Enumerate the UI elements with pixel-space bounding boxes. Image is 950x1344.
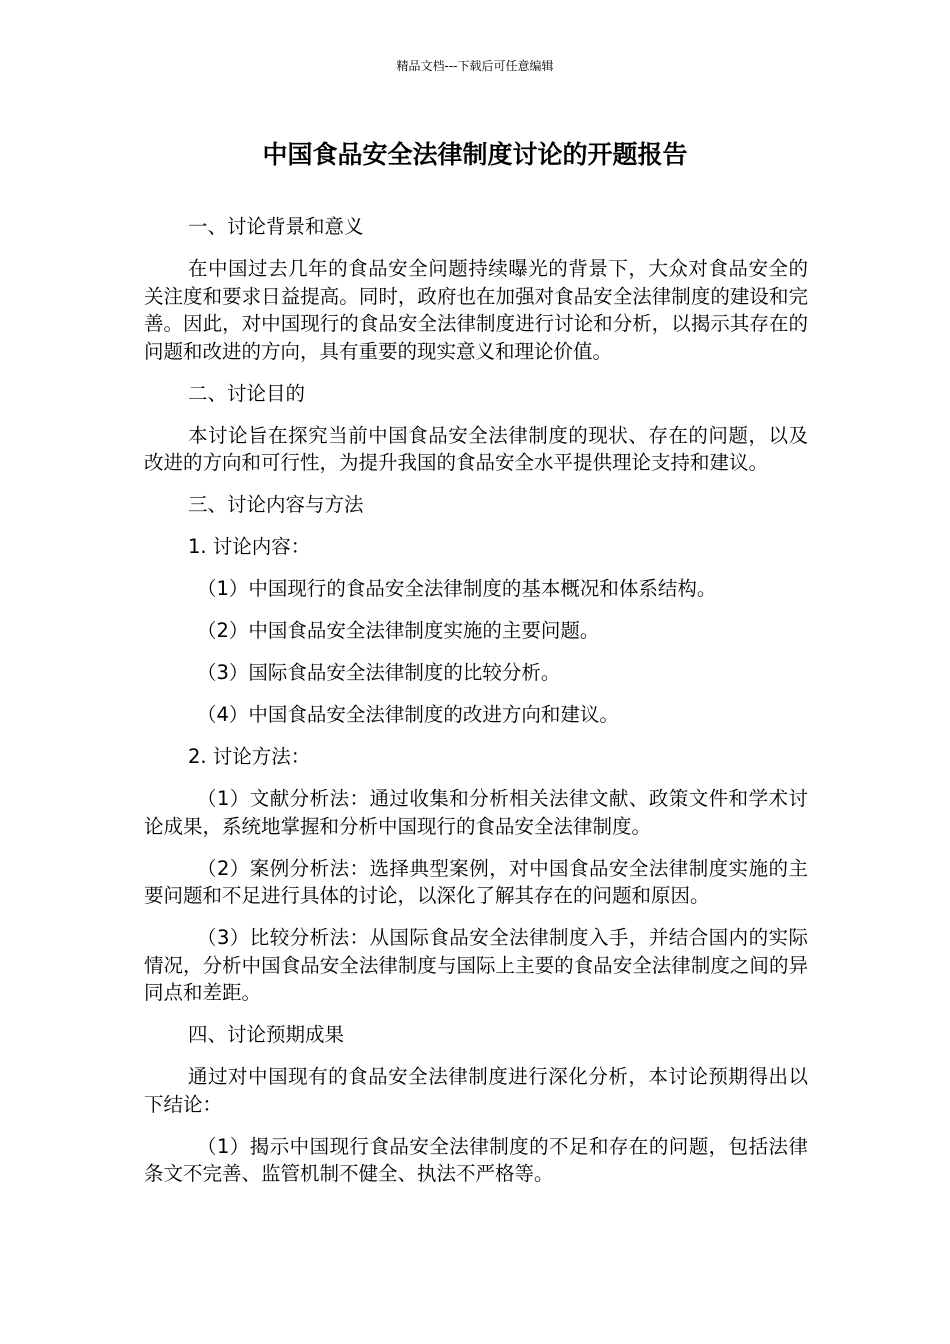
section-heading-expected-results: 四、讨论预期成果 bbox=[188, 1023, 345, 1046]
paragraph-background: 在中国过去几年的食品安全问题持续曝光的背景下，大众对食品安全的关注度和要求日益提高。同时，政府也在加强对食品安全法律制度的建设和完善。因此，对中国现行的食品安全法律制度进行讨论和分析，以揭示其存在的问题和改进的方向，具有重要的现实意义和理论价值。 bbox=[144, 257, 808, 363]
method-item: （1）文献分析法：通过收集和分析相关法律文献、政策文件和学术讨论成果，系统地掌握和分析中国现行的食品安全法律制度。 bbox=[144, 787, 808, 838]
method-item: （3）比较分析法：从国际食品安全法律制度入手，并结合国内的实际情况，分析中国食品安全法律制度与国际上主要的食品安全法律制度之间的异同点和差距。 bbox=[144, 926, 808, 1004]
subheading-content: 1. 讨论内容： bbox=[188, 535, 311, 558]
subheading-methods: 2. 讨论方法： bbox=[188, 745, 311, 768]
content-item: （1）中国现行的食品安全法律制度的基本概况和体系结构。 bbox=[197, 577, 717, 600]
paragraph-expected-results: 通过对中国现有的食品安全法律制度进行深化分析，本讨论预期得出以下结论： bbox=[144, 1065, 808, 1116]
document-title: 中国食品安全法律制度讨论的开题报告 bbox=[262, 140, 688, 169]
section-heading-purpose: 二、讨论目的 bbox=[188, 381, 306, 405]
document-body bbox=[144, 213, 808, 1202]
header-note: 精品文档---下载后可任意编辑 bbox=[396, 59, 554, 73]
section-heading-content-methods: 三、讨论内容与方法 bbox=[188, 493, 364, 516]
result-item: （1）揭示中国现行食品安全法律制度的不足和存在的问题，包括法律条文不完善、监管机制不健全、执法不严格等。 bbox=[144, 1134, 808, 1185]
content-item: （3）国际食品安全法律制度的比较分析。 bbox=[197, 661, 561, 684]
content-item: （4）中国食品安全法律制度的改进方向和建议。 bbox=[197, 703, 619, 726]
section-heading-background: 一、讨论背景和意义 bbox=[188, 215, 364, 238]
paragraph-purpose: 本讨论旨在探究当前中国食品安全法律制度的现状、存在的问题，以及改进的方向和可行性，为提升我国的食品安全水平提供理论支持和建议。 bbox=[144, 423, 808, 474]
content-item: （2）中国食品安全法律制度实施的主要问题。 bbox=[197, 619, 600, 642]
method-item: （2）案例分析法：选择典型案例，对中国食品安全法律制度实施的主要问题和不足进行具体的讨论，以深化了解其存在的问题和原因。 bbox=[144, 856, 808, 907]
